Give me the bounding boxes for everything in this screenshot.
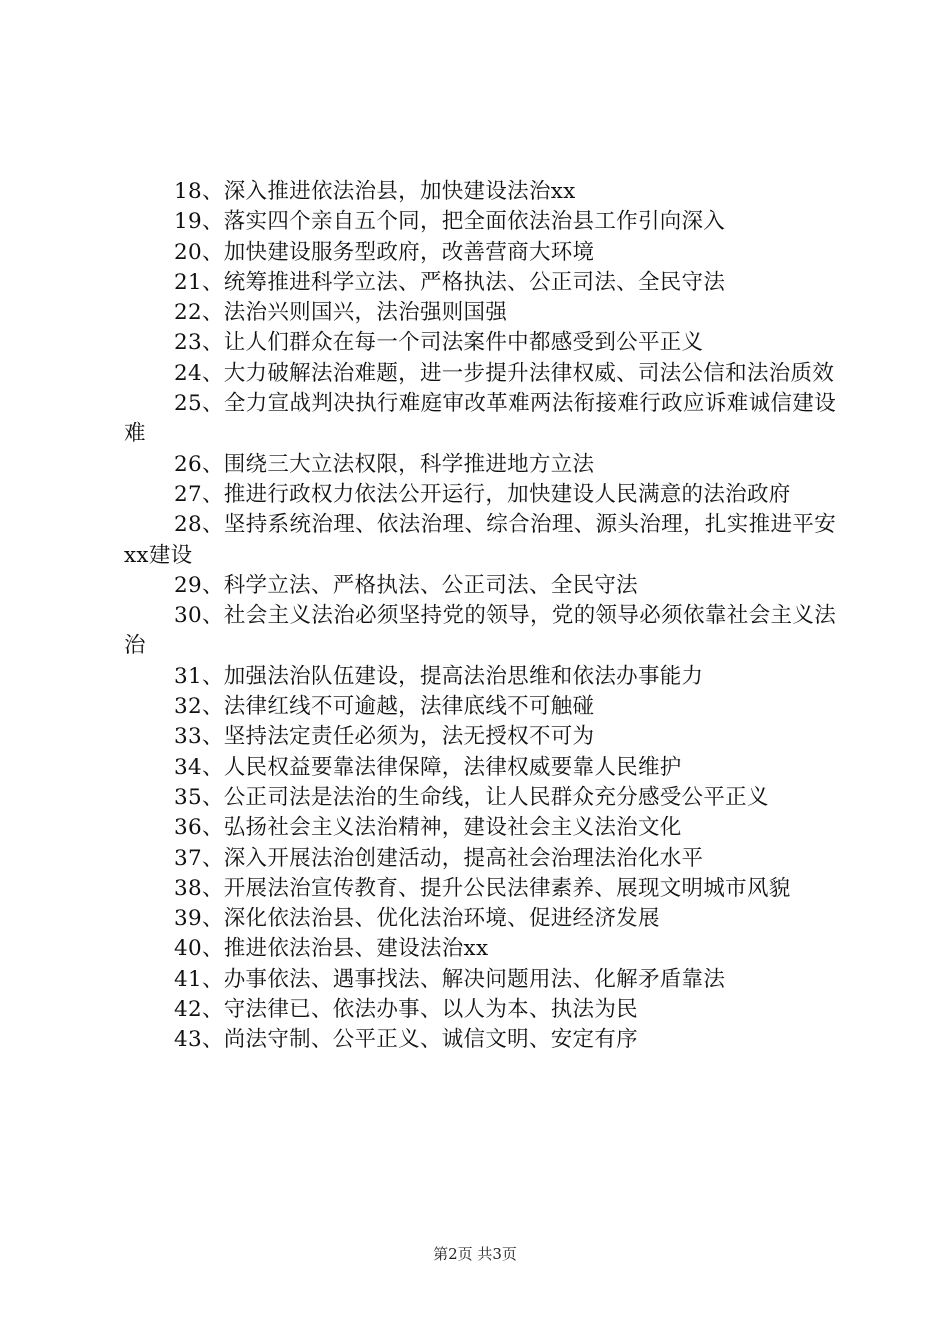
list-item: 22、法治兴则国兴，法治强则国强 — [174, 300, 508, 326]
list-item: 43、尚法守制、公平正义、诚信文明、安定有序 — [174, 1027, 638, 1053]
list-item: 33、坚持法定责任必须为，法无授权不可为 — [174, 724, 595, 750]
list-item: 19、落实四个亲自五个同，把全面依法治县工作引向深入 — [174, 209, 726, 235]
list-item: 39、深化依法治县、优化法治环境、促进经济发展 — [174, 906, 660, 932]
list-item: 24、大力破解法治难题，进一步提升法律权威、司法公信和法治质效 — [174, 360, 835, 386]
list-item: 38、开展法治宣传教育、提升公民法律素养、展现文明城市风貌 — [174, 875, 791, 901]
list-item: 26、围绕三大立法权限，科学推进地方立法 — [174, 451, 595, 477]
list-item: 37、深入开展法治创建活动，提高社会治理法治化水平 — [174, 845, 704, 871]
list-item: 28、坚持系统治理、依法治理、综合治理、源头治理，扎实推进平安xx建设 — [124, 512, 836, 568]
list-item: 30、社会主义法治必须坚持党的领导，党的领导必须依靠社会主义法治 — [124, 603, 836, 659]
list-item: 20、加快建设服务型政府，改善营商大环境 — [174, 239, 595, 265]
list-item: 27、推进行政权力依法公开运行，加快建设人民满意的法治政府 — [174, 481, 791, 507]
list-item: 29、科学立法、严格执法、公正司法、全民守法 — [174, 572, 638, 598]
list-item: 34、人民权益要靠法律保障，法律权威要靠人民维护 — [174, 754, 682, 780]
list-item: 41、办事依法、遇事找法、解决问题用法、化解矛盾靠法 — [174, 966, 726, 992]
list-item: 42、守法律已、依法办事、以人为本、执法为民 — [174, 997, 638, 1023]
list-item: 21、统筹推进科学立法、严格执法、公正司法、全民守法 — [174, 269, 726, 295]
list-item: 18、深入推进依法治县，加快建设法治xx — [174, 179, 576, 204]
list-item: 40、推进依法治县、建设法治xx — [174, 936, 489, 962]
list-item: 23、让人们群众在每一个司法案件中都感受到公平正义 — [174, 330, 704, 356]
list-item: 32、法律红线不可逾越，法律底线不可触碰 — [174, 694, 595, 720]
list-item: 36、弘扬社会主义法治精神，建设社会主义法治文化 — [174, 815, 682, 841]
document-body — [124, 177, 836, 1056]
list-item: 25、全力宣战判决执行难庭审改革难两法衔接难行政应诉难诚信建设难 — [124, 391, 836, 447]
list-item: 31、加强法治队伍建设，提高法治思维和依法办事能力 — [174, 663, 704, 689]
list-item: 35、公正司法是法治的生命线，让人民群众充分感受公平正义 — [174, 784, 769, 810]
page-number-footer: 第2页 共3页 — [433, 1245, 517, 1263]
